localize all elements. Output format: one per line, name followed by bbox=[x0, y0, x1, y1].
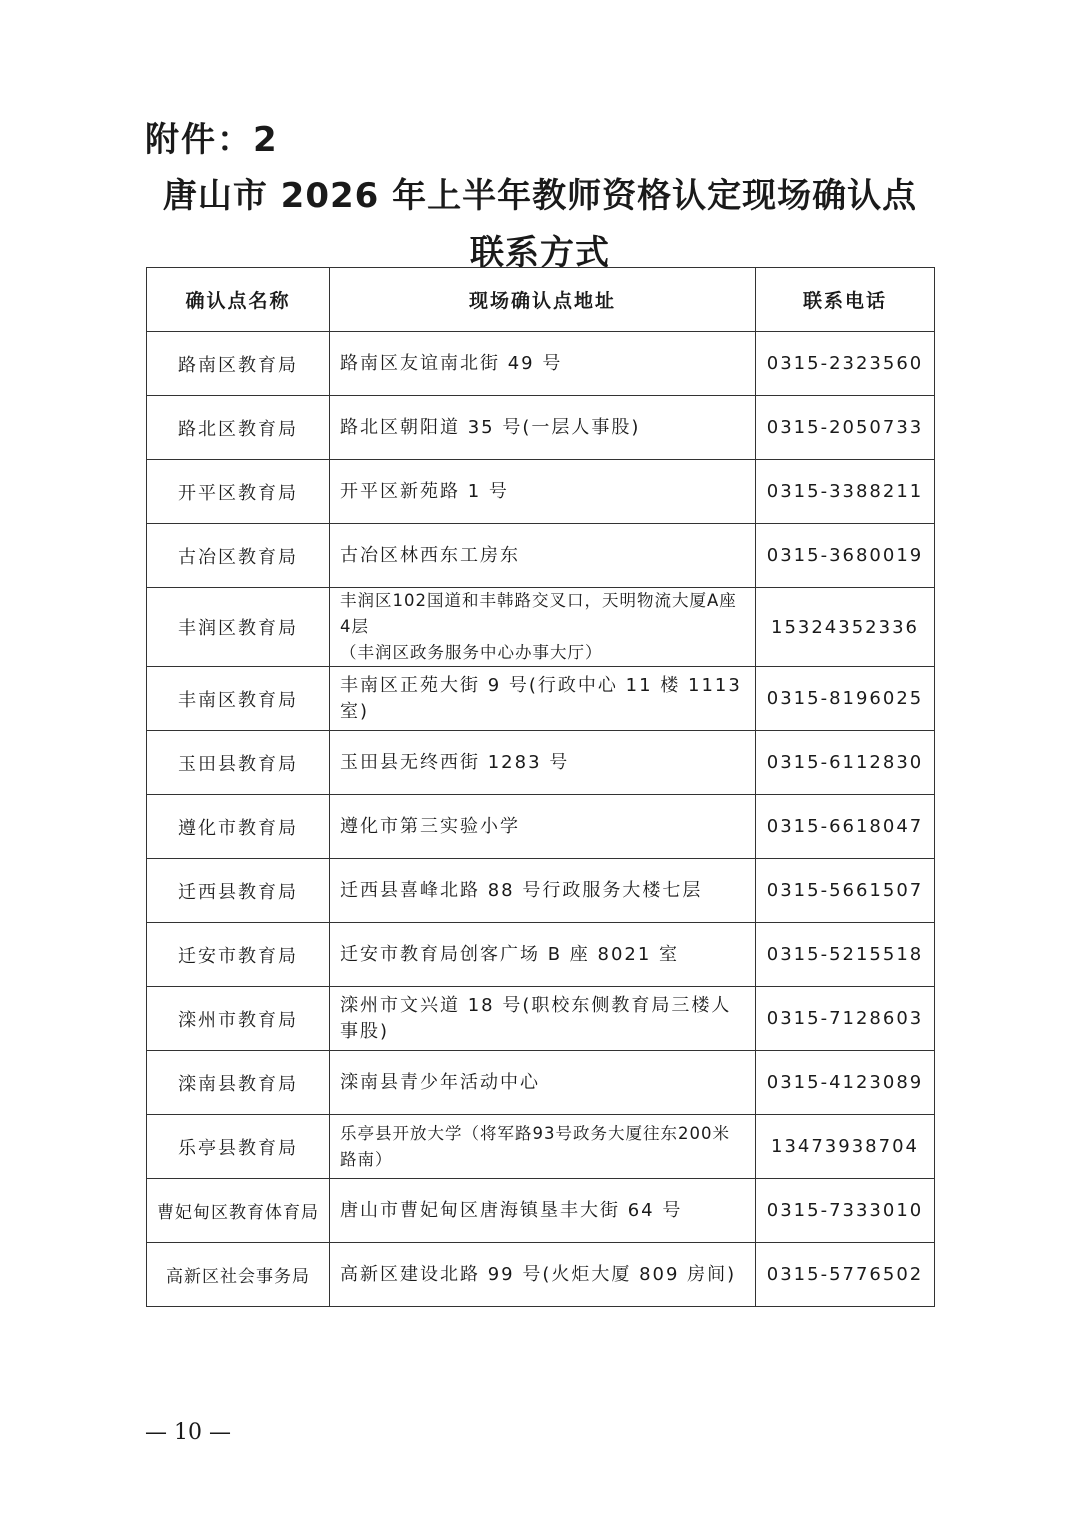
cell-phone: 0315-2323560 bbox=[756, 332, 935, 396]
cell-name: 路北区教育局 bbox=[147, 396, 330, 460]
cell-phone: 0315-3680019 bbox=[756, 524, 935, 588]
cell-address: 高新区建设北路 99 号(火炬大厦 809 房间) bbox=[330, 1243, 756, 1307]
attachment-label: 附件：2 bbox=[145, 120, 279, 160]
cell-name: 玉田县教育局 bbox=[147, 731, 330, 795]
cell-phone: 0315-3388211 bbox=[756, 460, 935, 524]
header-phone: 联系电话 bbox=[756, 268, 935, 332]
header-address: 现场确认点地址 bbox=[330, 268, 756, 332]
cell-phone: 0315-8196025 bbox=[756, 667, 935, 731]
cell-phone: 0315-4123089 bbox=[756, 1051, 935, 1115]
table-row bbox=[147, 731, 935, 795]
cell-address: 遵化市第三实验小学 bbox=[330, 795, 756, 859]
cell-name: 滦南县教育局 bbox=[147, 1051, 330, 1115]
cell-phone: 0315-7333010 bbox=[756, 1179, 935, 1243]
cell-address: 滦南县青少年活动中心 bbox=[330, 1051, 756, 1115]
cell-name: 迁西县教育局 bbox=[147, 859, 330, 923]
cell-address-line1: 丰润区102国道和丰韩路交叉口，天明物流大厦A座4层 bbox=[340, 591, 737, 636]
cell-phone: 0315-5215518 bbox=[756, 923, 935, 987]
table-row bbox=[147, 923, 935, 987]
header-name: 确认点名称 bbox=[147, 268, 330, 332]
cell-address: 迁西县喜峰北路 88 号行政服务大楼七层 bbox=[330, 859, 756, 923]
cell-name: 迁安市教育局 bbox=[147, 923, 330, 987]
table-row bbox=[147, 795, 935, 859]
cell-address: 唐山市曹妃甸区唐海镇垦丰大街 64 号 bbox=[330, 1179, 756, 1243]
cell-phone: 0315-6112830 bbox=[756, 731, 935, 795]
cell-name: 丰润区教育局 bbox=[147, 588, 330, 667]
cell-address: 滦州市文兴道 18 号(职校东侧教育局三楼人事股) bbox=[330, 987, 756, 1051]
cell-name: 路南区教育局 bbox=[147, 332, 330, 396]
cell-name: 高新区社会事务局 bbox=[147, 1243, 330, 1307]
table-row bbox=[147, 859, 935, 923]
table-row bbox=[147, 396, 935, 460]
table-header-row bbox=[147, 268, 935, 332]
table-row bbox=[147, 1115, 935, 1179]
table-row bbox=[147, 1243, 935, 1307]
cell-name: 乐亭县教育局 bbox=[147, 1115, 330, 1179]
table-row bbox=[147, 588, 935, 667]
cell-address-line2: （丰润区政务服务中心办事大厅） bbox=[340, 643, 603, 662]
page-subtitle: 联系方式 bbox=[470, 233, 610, 273]
cell-address: 路北区朝阳道 35 号(一层人事股) bbox=[330, 396, 756, 460]
page-number: — 10 — bbox=[145, 1420, 231, 1445]
cell-name: 丰南区教育局 bbox=[147, 667, 330, 731]
cell-name: 古冶区教育局 bbox=[147, 524, 330, 588]
cell-address: 古冶区林西东工房东 bbox=[330, 524, 756, 588]
cell-phone: 15324352336 bbox=[756, 588, 935, 667]
cell-address: 丰南区正苑大街 9 号(行政中心 11 楼 1113 室) bbox=[330, 667, 756, 731]
cell-name: 遵化市教育局 bbox=[147, 795, 330, 859]
table-row bbox=[147, 460, 935, 524]
cell-phone: 0315-5661507 bbox=[756, 859, 935, 923]
cell-phone: 13473938704 bbox=[756, 1115, 935, 1179]
table-row bbox=[147, 667, 935, 731]
table-row bbox=[147, 1051, 935, 1115]
table-row bbox=[147, 1179, 935, 1243]
table-row bbox=[147, 332, 935, 396]
cell-address: 路南区友谊南北街 49 号 bbox=[330, 332, 756, 396]
cell-name: 滦州市教育局 bbox=[147, 987, 330, 1051]
cell-phone: 0315-7128603 bbox=[756, 987, 935, 1051]
cell-phone: 0315-2050733 bbox=[756, 396, 935, 460]
cell-address: 玉田县无终西街 1283 号 bbox=[330, 731, 756, 795]
page-title: 唐山市 2026 年上半年教师资格认定现场确认点 bbox=[162, 176, 918, 216]
cell-address: 开平区新苑路 1 号 bbox=[330, 460, 756, 524]
cell-phone: 0315-6618047 bbox=[756, 795, 935, 859]
cell-address bbox=[330, 588, 756, 667]
cell-phone: 0315-5776502 bbox=[756, 1243, 935, 1307]
contacts-table bbox=[146, 267, 935, 1307]
cell-address: 乐亭县开放大学（将军路93号政务大厦往东200米路南） bbox=[330, 1115, 756, 1179]
cell-name: 开平区教育局 bbox=[147, 460, 330, 524]
cell-name: 曹妃甸区教育体育局 bbox=[147, 1179, 330, 1243]
table-row bbox=[147, 987, 935, 1051]
cell-address: 迁安市教育局创客广场 B 座 8021 室 bbox=[330, 923, 756, 987]
table-row bbox=[147, 524, 935, 588]
